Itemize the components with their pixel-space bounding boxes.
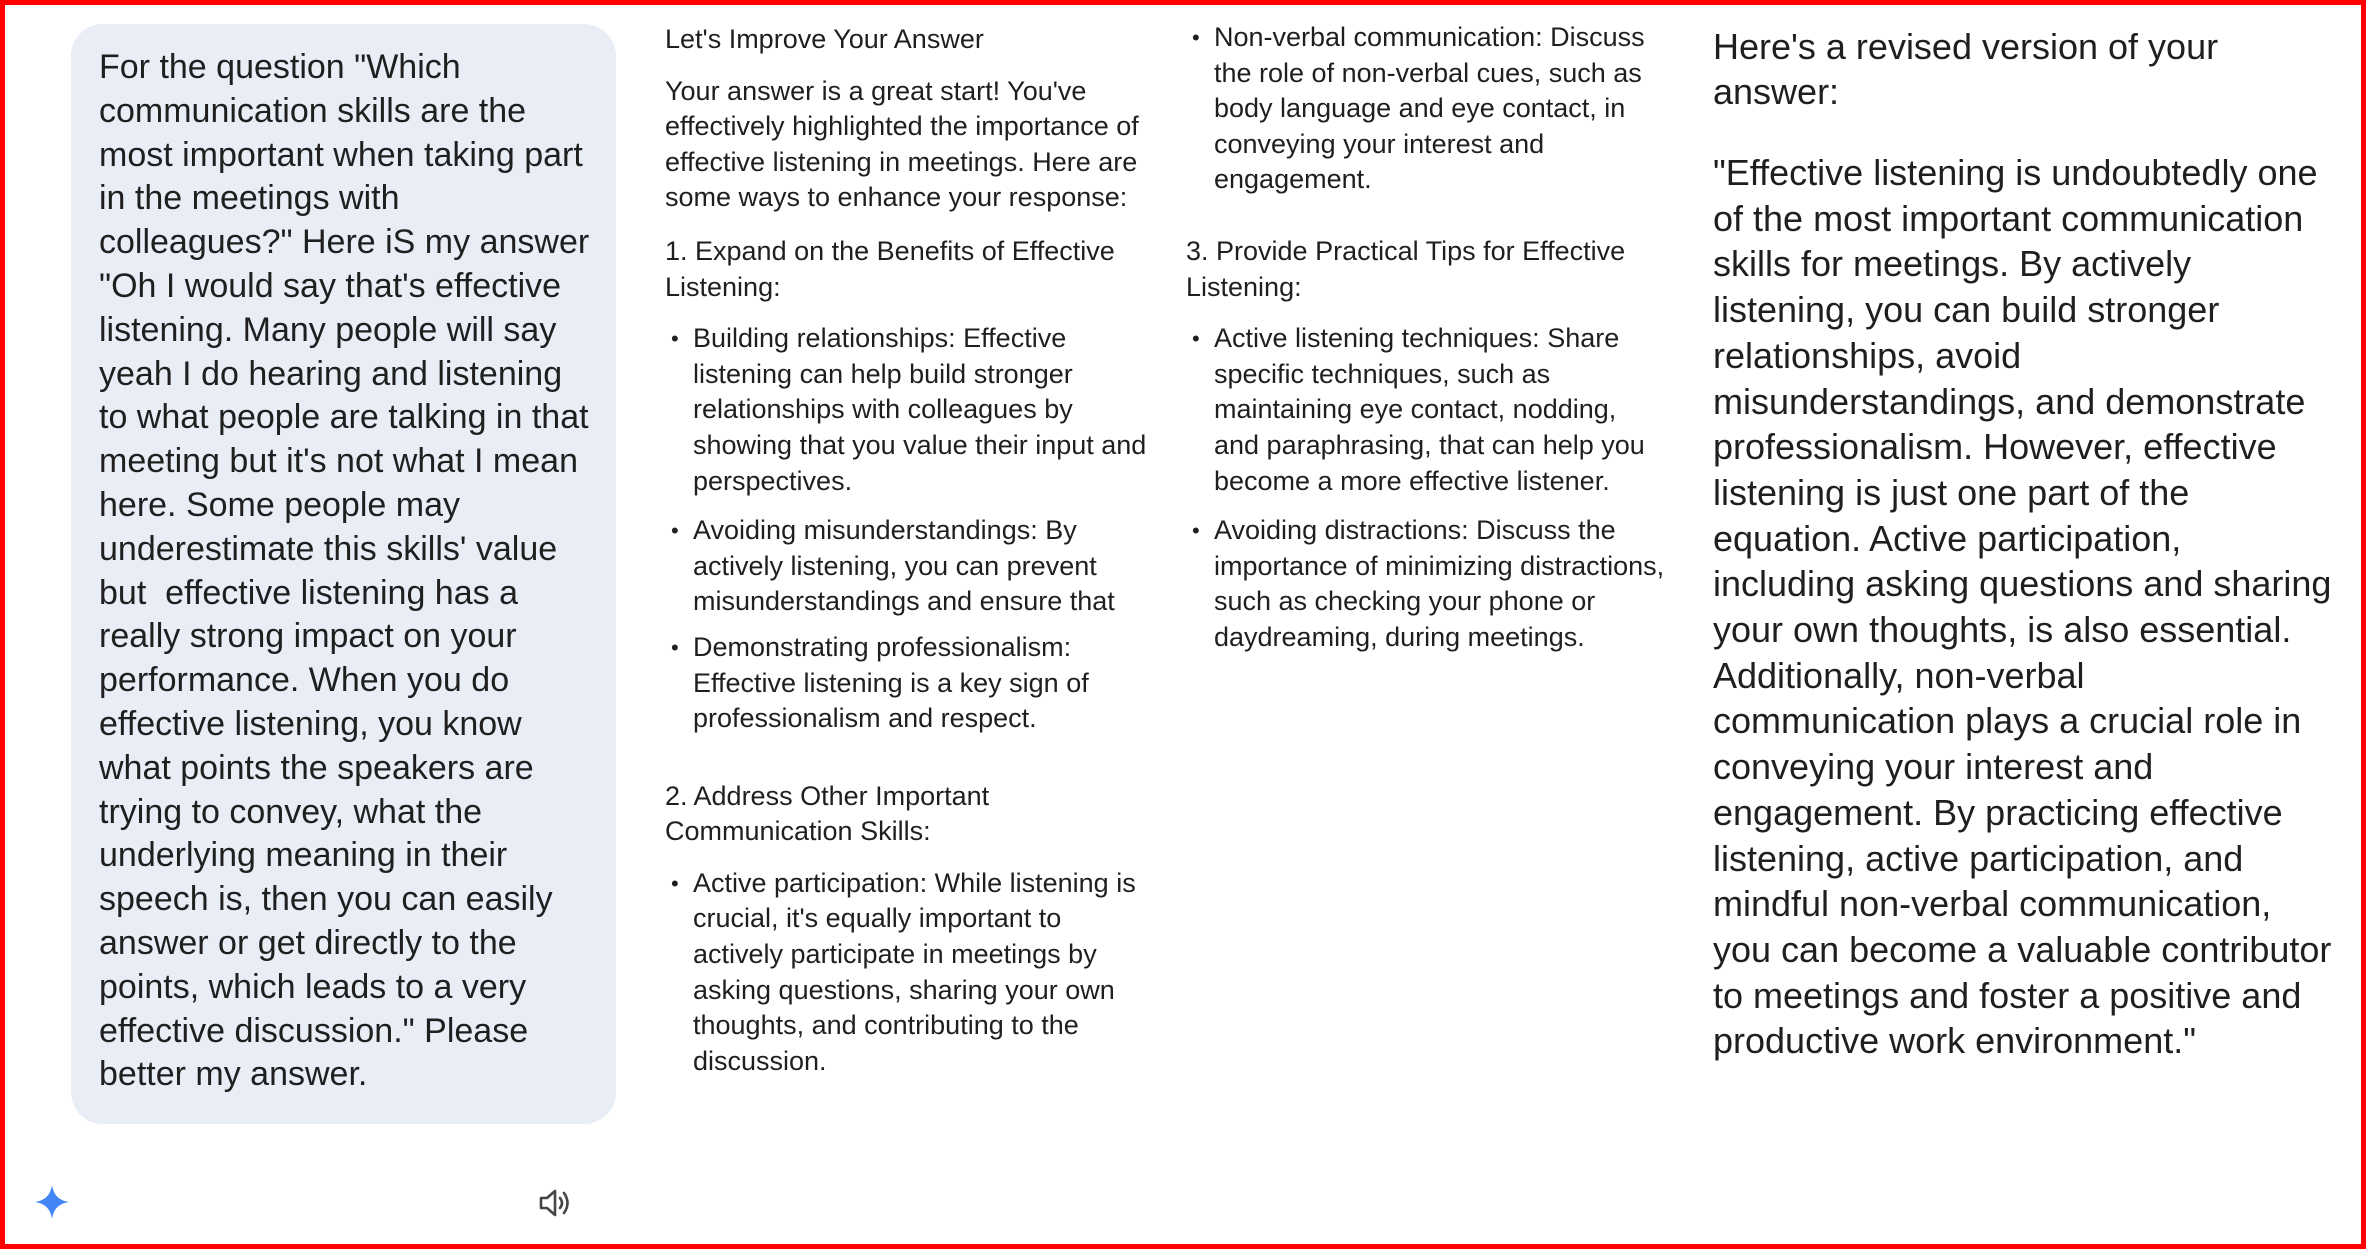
section-2-list-continued	[1186, 20, 1666, 198]
list-item: • Demonstrating professionalism: Effective listening is a key sign of professionalism and respect.	[665, 630, 1155, 737]
section-1-list	[665, 321, 1155, 737]
section-heading-2: 2. Address Other Important Communication Skills:	[665, 780, 990, 847]
section-heading-3: 3. Provide Practical Tips for Effective Listening:	[1186, 235, 1626, 302]
user-message-bubble	[71, 24, 616, 1124]
list-item: • Active listening techniques: Share specific techniques, such as maintaining eye contact, nodding, and paraphrasing, that can help you become a more effective listener.	[1186, 321, 1666, 499]
section-heading-1: 1. Expand on the Benefits of Effective Listening:	[665, 235, 1115, 302]
section-3-list	[1186, 321, 1666, 655]
list-item: • Avoiding distractions: Discuss the importance of minimizing distractions, such as checking your phone or daydreaming, during meetings.	[1186, 513, 1666, 655]
list-item: • Active participation: While listening is crucial, it's equally important to actively participate in meetings by asking questions, sharing your own thoughts, and contributing to the discussion.	[665, 866, 1155, 1080]
response-title: Let's Improve Your Answer	[665, 24, 984, 54]
user-message-text: For the question "Which communication skills are the most important when taking part in the meetings with colleagues?" Here iS my answer "Oh I would say that's effective listening. Many people will say yeah I do hearing and listening to what people are talking in that meeting but it's not what I mean here. Some people may underestimate this skills' value but effective listening has a really strong impact on your performance. When you do effective listening, you know what points the speakers are trying to convey, what the underlying meaning in their speech is, then you can easily answer or get directly to the points, which leads to a very effective discussion." Please better my answer.	[99, 48, 599, 1094]
list-item: • Non-verbal communication: Discuss the role of non-verbal cues, such as body language and eye contact, in conveying your interest and engagement.	[1186, 20, 1666, 198]
response-column-2	[1186, 20, 1666, 670]
sparkle-icon	[34, 1184, 70, 1220]
response-column-1	[665, 22, 1155, 1093]
list-item: • Building relationships: Effective listening can help build stronger relationships with colleagues by showing that you value their input and perspectives.	[665, 321, 1155, 499]
revised-heading: Here's a revised version of your answer:	[1713, 26, 2219, 112]
section-2-list	[665, 866, 1155, 1080]
response-intro: Your answer is a great start! You've effectively highlighted the importance of effective listening in meetings. Here are some ways to enhance your response:	[665, 75, 1139, 213]
revised-answer-column	[1713, 24, 2333, 1064]
list-item: • Avoiding misunderstandings: By actively listening, you can prevent misunderstandings and ensure that	[665, 513, 1155, 620]
speaker-icon[interactable]	[538, 1188, 574, 1218]
revised-answer-text: "Effective listening is undoubtedly one of the most important communication skills for meetings. By actively listening, you can build stronger relationships, avoid misunderstandings, and demonstrate professionalism. However, effective listening is just one part of the equation. Active participation, including asking questions and sharing your own thoughts, is also essential. Additionally, non-verbal communication plays a crucial role in conveying your interest and engagement. By practicing effective listening, active participation, and mindful non-verbal communication, you can become a valuable contributor to meetings and foster a positive and productive work environment."	[1713, 152, 2332, 1062]
